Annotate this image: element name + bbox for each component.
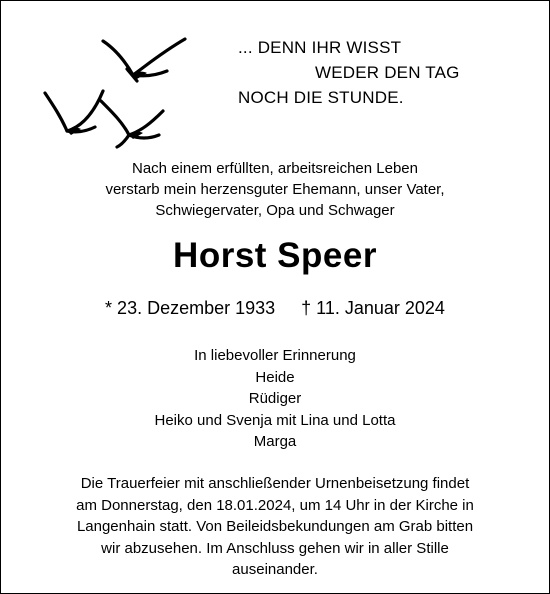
quote-line-1: ... DENN IHR WISST bbox=[238, 38, 402, 57]
funeral-notice bbox=[1, 473, 549, 581]
birth-date: * 23. Dezember 1933 bbox=[105, 298, 276, 318]
notice-line: auseinander. bbox=[232, 561, 318, 578]
quote-line-3: NOCH DIE STUNDE. bbox=[238, 88, 404, 107]
mourner-line: In liebevoller Erinnerung bbox=[194, 347, 356, 364]
notice-line: Die Trauerfeier mit anschließender Urnenbeisetzung findet bbox=[80, 475, 470, 492]
mourners-list bbox=[1, 345, 549, 453]
intro-line: verstarb mein herzensguter Ehemann, unser Vater, bbox=[105, 181, 445, 198]
scripture-quote bbox=[238, 35, 460, 110]
flying-seagulls-icon bbox=[37, 31, 207, 151]
notice-line: wir abzusehen. Im Anschluss gehen wir in aller Stille bbox=[101, 539, 449, 557]
deceased-name: Horst Speer bbox=[173, 236, 377, 275]
quote-line-2: WEDER DEN TAG bbox=[315, 63, 460, 82]
intro-text bbox=[1, 158, 549, 221]
life-dates bbox=[1, 298, 549, 319]
intro-line: Schwiegervater, Opa und Schwager bbox=[155, 202, 395, 219]
mourner-line: Rüdiger bbox=[248, 390, 302, 407]
death-date: † 11. Januar 2024 bbox=[301, 298, 445, 318]
mourner-line: Heiko und Svenja mit Lina und Lotta bbox=[154, 411, 396, 429]
notice-line: am Donnerstag, den 18.01.2024, um 14 Uhr in der Kirche in bbox=[76, 496, 474, 514]
notice-line: Langenhain statt. Von Beileidsbekundungen am Grab bitten bbox=[76, 518, 474, 535]
mourner-line: Marga bbox=[253, 433, 297, 450]
mourner-line: Heide bbox=[255, 368, 295, 386]
intro-line: Nach einem erfüllten, arbeitsreichen Leben bbox=[131, 160, 418, 177]
